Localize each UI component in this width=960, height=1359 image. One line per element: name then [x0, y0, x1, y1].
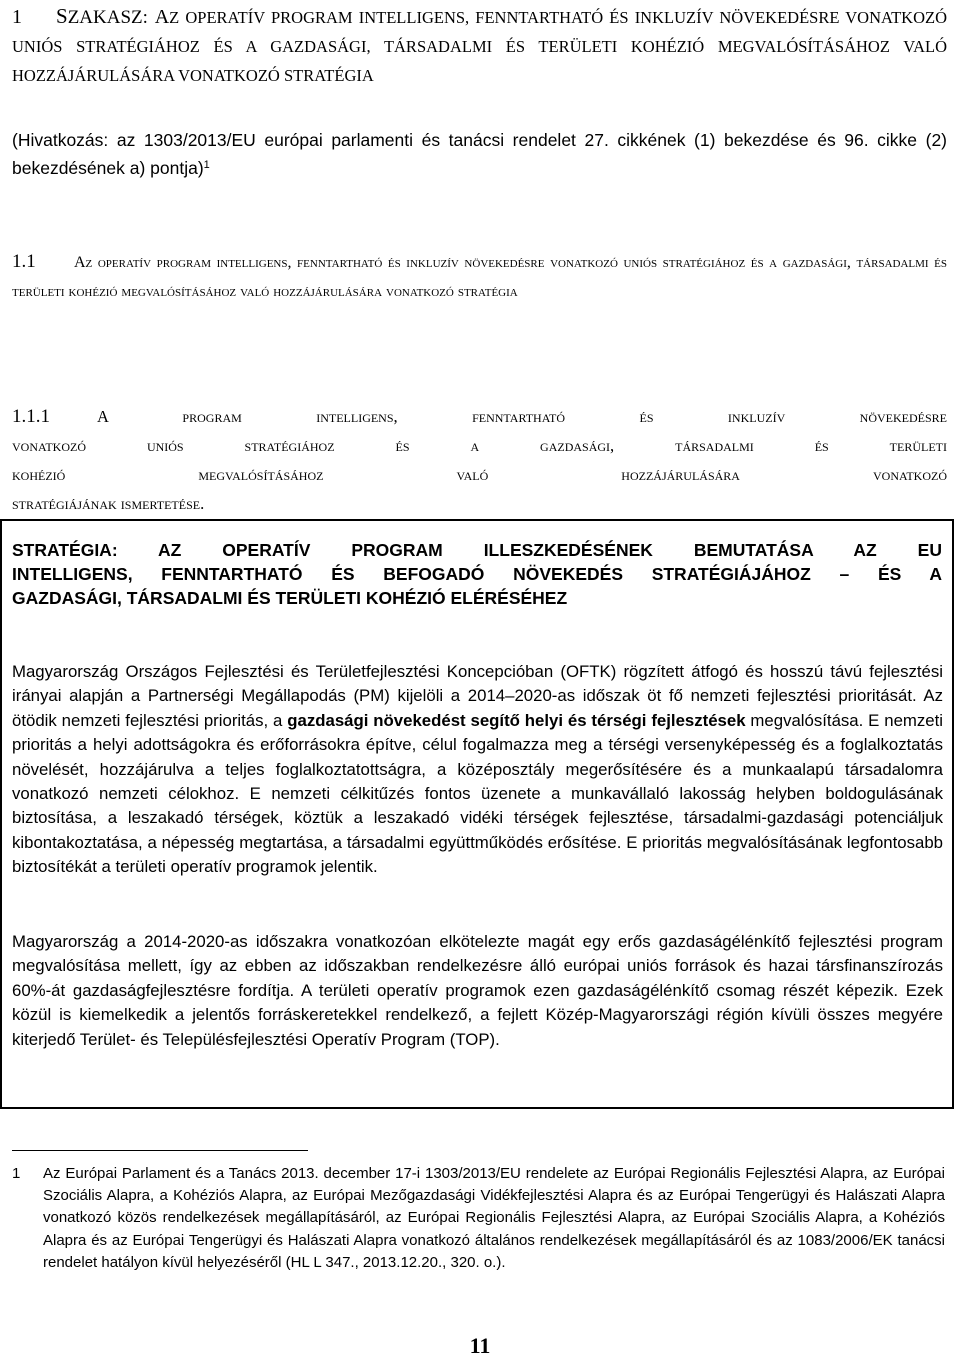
subsubsection-line-2: vonatkozó uniós stratégiához és a gazdasági, társadalmi és területi	[12, 436, 947, 455]
strategy-paragraph-1	[12, 660, 943, 880]
reference-note	[12, 126, 947, 182]
section-heading-lead: ZAKASZ:	[67, 7, 148, 28]
page-number: 11	[469, 1333, 491, 1358]
paragraph-1-text-b: megvalósítása. E nemzeti prioritás a helyi adottságokra és erőforrásokra építve, célul fogalmazza meg a térségi versenyképesség és a foglalkoztatás növelését, hozzájárulva a teljes foglalkoztatottságra, a középosztály megerősítésére és a munkaalapú társadalomra vonatkozó nemzeti célokhoz. E nemzeti célkitűzés fontos üzenete a munkavállaló lakosság helyben boldogulásának biztosítása, a leszakadó térségek, köztük a leszakadó vidéki térségek fejlesztése, társadalmi-gazdasági potenciáljuk kibontakoztatása, a népesség megtartása, a társadalmi együttműködés erősítése. E prioritás megvalósításának legfontosabb biztosítékát a területi operatív programok jelentik.	[12, 710, 943, 877]
subsubsection-number: 1.1.1	[12, 406, 50, 427]
subsubsection-line-4: stratégiájának ismertetése.	[12, 494, 205, 513]
footnote-mark: 1	[203, 159, 210, 171]
footnote-number: 1	[12, 1165, 21, 1182]
strategy-title-line-2: INTELLIGENS, FENNTARTHATÓ ÉS BEFOGADÓ NÖVEKEDÉS STRATÉGIÁJÁHOZ – ÉS A	[12, 564, 942, 584]
strategy-paragraph-2: Magyarország a 2014-2020-as időszakra vonatkozóan elkötelezte magát egy erős gazdaságélénkítő fejlesztési program megvalósítása mellett, így az ebben az időszakban rendelkezésre álló európai uniós források és hazai társfinanszírozás 60%-át gazdaságfejlesztésre fordítja. A területi operatív programok ezen gazdaságélénkítő csomag részét képezik. Ezek közül is kiemelkedik a jelentős forráskeretekkel rendelkező, a fejlett Közép-Magyarországi régión kívüli összes megyére kiterjedő Terület- és Településfejlesztési Operatív Program (TOP).	[12, 932, 943, 1049]
strategy-title-line-3: GAZDASÁGI, TÁRSADALMI ÉS TERÜLETI KOHÉZIÓ ELÉRÉSÉHEZ	[12, 588, 568, 608]
paragraph-1-text-a: Magyarország Országos Fejlesztési és Területfejlesztési Koncepcióban (OFTK) rögzített átfogó és hosszú távú fejlesztési irányai alapján a Partnerségi Megállapodás (PM) kijelöli a 2014–2020-as időszak öt fő nemzeti fejlesztési prioritását. Az ötödik nemzeti fejlesztési prioritás, a	[12, 662, 943, 730]
subsubsection-heading	[12, 402, 947, 518]
subsubsection-line-1-text: A program intelligens, fenntartható és inkluzív növekedésre	[97, 407, 947, 426]
section-heading-cap: A	[154, 6, 170, 28]
subsubsection-line-1	[12, 402, 947, 431]
strategy-title-line-1: STRATÉGIA: AZ OPERATÍV PROGRAM ILLESZKEDÉSÉNEK BEMUTATÁSA AZ EU	[12, 540, 942, 560]
subsubsection-line-3: kohézió megvalósításához való hozzájárulására vonatkozó	[12, 465, 947, 484]
subsection-number: 1.1	[12, 251, 36, 272]
footnote-separator	[12, 1150, 308, 1151]
paragraph-1-emphasis: gazdasági növekedést segítő helyi és térségi fejlesztések	[287, 710, 746, 730]
reference-text: (Hivatkozás: az 1303/2013/EU európai parlamenti és tanácsi rendelet 27. cikkének (1) bekezdése és 96. cikke (2) bekezdésének a) pontja)	[12, 130, 947, 178]
strategy-box-title	[12, 538, 942, 610]
subsection-heading-text: Az operatív program intelligens, fenntartható és inkluzív növekedésre vonatkozó uniós stratégiához és a gazdasági, társadalmi és területi kohézió megvalósításához való hozzájárulására vonatkozó stratégia	[12, 254, 947, 300]
footnote-text: Az Európai Parlament és a Tanács 2013. december 17-i 1303/2013/EU rendelete az Európai Regionális Fejlesztési Alapra, az Európai Szociális Alapra, a Kohéziós Alapra, az Európai Mezőgazdasági Vidékfejlesztési Alapra és az Európai Tengerügyi és Halászati Alapra vonatkozó közös rendelkezések megállapításáról, az Európai Regionális Fejlesztési Alapra, az Európai Szociális Alapra, a Kohéziós Alapra és az Európai Tengerügyi és Halászati Alapra vonatkozó általános rendelkezések megállapításáról és az 1083/2006/EK tanácsi rendelet hatályon kívül helyezéséről (HL L 347., 2013.12.20., 320. o.).	[43, 1165, 945, 1271]
footnote	[12, 1163, 945, 1274]
section-heading-text: Z OPERATÍV PROGRAM INTELLIGENS, FENNTARTHATÓ ÉS INKLUZÍV NÖVEKEDÉSRE VONATKOZÓ UNIÓS STRATÉGIÁHOZ ÉS A GAZDASÁGI, TÁRSADALMI ÉS TERÜLETI KOHÉZIÓ MEGVALÓSÍTÁSÁHOZ VALÓ HOZZÁJÁRULÁSÁRA VONATKOZÓ STRATÉGIA	[12, 8, 948, 85]
section-heading-initial: S	[56, 4, 68, 28]
subsection-heading	[12, 247, 947, 306]
section-number: 1	[12, 6, 22, 28]
section-heading	[12, 2, 947, 90]
